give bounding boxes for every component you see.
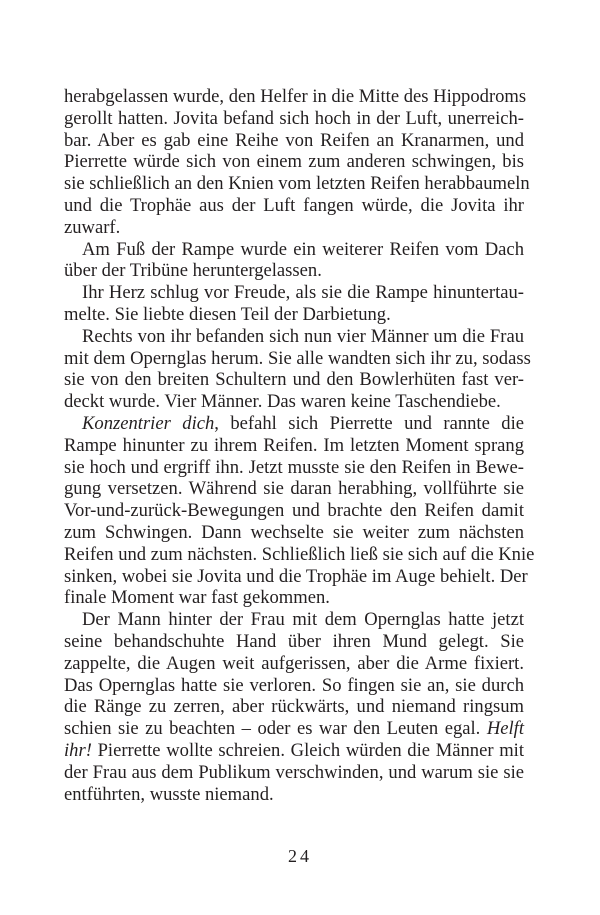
- text-line: sie von den breiten Schultern und den Bowlerhüten fast ver-: [64, 369, 524, 391]
- text-line: Am Fuß der Rampe wurde ein weiterer Reifen vom Dach: [82, 238, 524, 260]
- text-line: [64, 413, 524, 435]
- text-line: Ihr Herz schlug vor Freude, als sie die Rampe hinuntertau-: [82, 282, 524, 304]
- text-line: zum Schwingen. Dann wechselte sie weiter zum nächsten: [64, 521, 524, 543]
- paragraph: [64, 609, 524, 805]
- text-line: sinken, wobei sie Jovita und die Trophäe im Auge behielt. Der: [64, 565, 528, 587]
- text-line: gerollt hatten. Jovita befand sich hoch in der Luft, unerreich-: [64, 107, 524, 129]
- book-page-body: [64, 86, 535, 805]
- paragraph: [64, 325, 531, 413]
- text-line: mit dem Opernglas herum. Sie alle wandten sich ihr zu, sodass: [64, 347, 531, 369]
- text-line: und die Trophäe aus der Luft fangen würde, die Jovita ihr: [64, 194, 524, 216]
- paragraph: [64, 239, 524, 283]
- text-line: Rampe hinunter zu ihrem Reifen. Im letzten Moment sprang: [64, 434, 524, 456]
- text-line: gung versetzen. Während sie daran herabhing, vollführte sie: [64, 478, 524, 500]
- text-line: sie hoch und ergriff ihn. Jetzt musste sie den Reifen in Bewe-: [64, 456, 524, 478]
- text-line: melte. Sie liebte diesen Teil der Darbietung.: [64, 303, 391, 325]
- text-line: finale Moment war fast gekommen.: [64, 587, 330, 609]
- text-line: [64, 740, 524, 762]
- text-line: deckt wurde. Vier Männer. Das waren keine Taschendiebe.: [64, 391, 501, 413]
- text-line: die Ränge zu zerren, aber rückwärts, und niemand ringsum: [64, 696, 524, 718]
- text-line: Rechts von ihr befanden sich nun vier Männer um die Frau: [82, 325, 524, 347]
- text-line: zuwarf.: [64, 216, 121, 238]
- text-line: Pierrette würde sich von einem zum anderen schwingen, bis: [64, 151, 524, 173]
- paragraph: [64, 412, 535, 609]
- text-fragment: , befahl sich Pierrette und rannte die: [214, 412, 525, 434]
- text-line: Das Opernglas hatte sie verloren. So fingen sie an, sie durch: [64, 674, 524, 696]
- text-line: bar. Aber es gab eine Reihe von Reifen an Kranarmen, und: [64, 129, 524, 151]
- italic-phrase: ihr!: [64, 739, 92, 761]
- italic-phrase: Helft: [486, 718, 524, 740]
- paragraph: [64, 282, 524, 326]
- text-line: seine behandschuhte Hand über ihren Mund gelegt. Sie: [64, 630, 524, 652]
- text-line: Vor-und-zurück-Bewegungen und brachte den Reifen damit: [64, 500, 524, 522]
- text-line: [64, 718, 524, 740]
- paragraph: [64, 86, 530, 239]
- text-line: sie schließlich an den Knien vom letzten Reifen herabbaumeln: [64, 173, 530, 195]
- text-line: entführten, wusste niemand.: [64, 783, 274, 805]
- text-line: über der Tribüne heruntergelassen.: [64, 260, 322, 282]
- text-line: Reifen und zum nächsten. Schließlich ließ sie sich auf die Knie: [64, 543, 535, 565]
- italic-phrase: Konzentrier dich: [82, 412, 215, 434]
- text-fragment: schien sie zu beachten – oder es war den Leuten egal.: [64, 718, 487, 740]
- text-line: zappelte, die Augen weit aufgerissen, aber die Arme fixiert.: [64, 652, 524, 674]
- text-line: herabgelassen wurde, den Helfer in die Mitte des Hippodroms: [64, 86, 527, 107]
- page-number: 24: [288, 846, 312, 866]
- text-line: der Frau aus dem Publikum verschwinden, und warum sie sie: [64, 761, 524, 783]
- text-fragment: Pierrette wollte schreien. Gleich würden die Männer mit: [91, 739, 524, 761]
- text-line: Der Mann hinter der Frau mit dem Opernglas hatte jetzt: [82, 609, 524, 631]
